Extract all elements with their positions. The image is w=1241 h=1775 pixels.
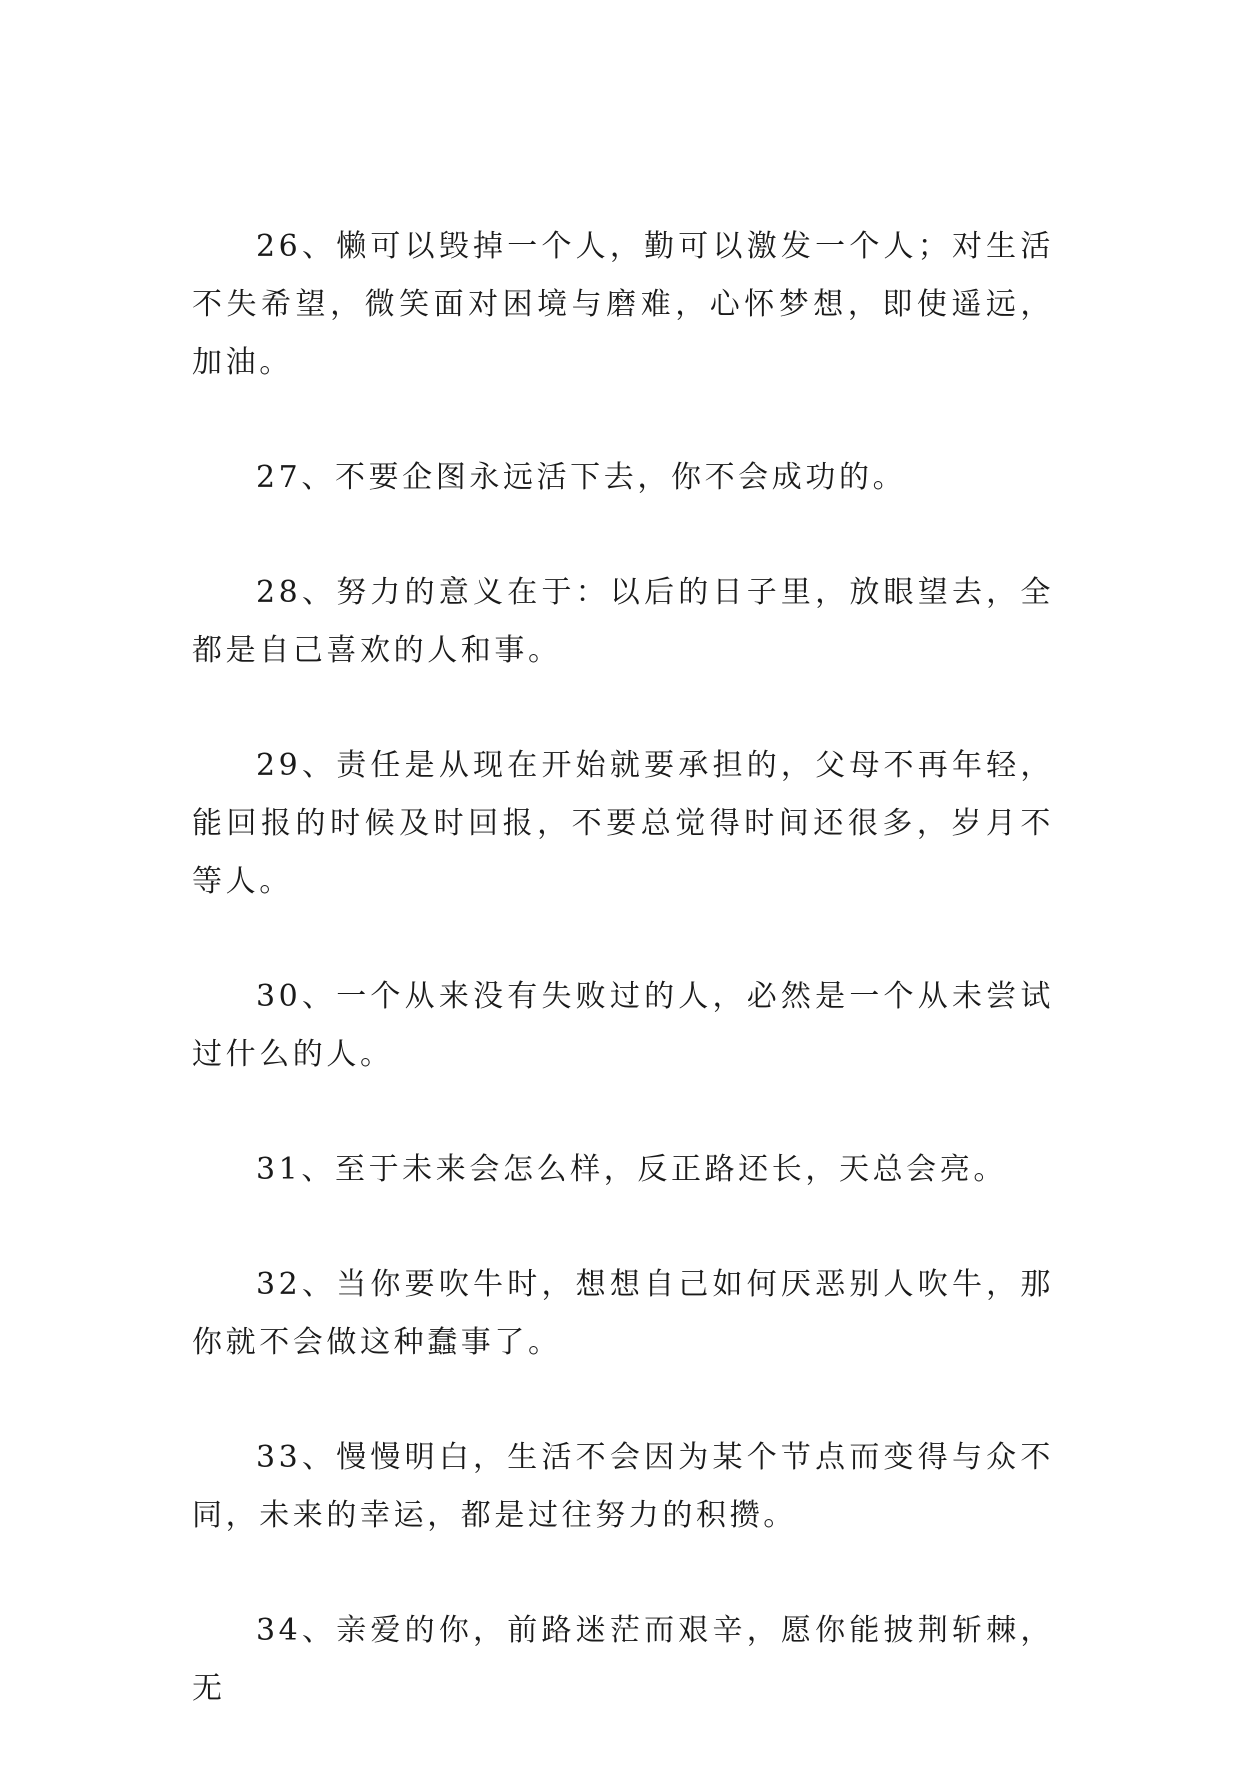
paragraph-34: 34、亲爱的你，前路迷茫而艰辛，愿你能披荆斩棘，无 bbox=[192, 1613, 1054, 1706]
paragraph-32: 32、当你要吹牛时，想想自己如何厌恶别人吹牛，那你就不会做这种蠢事了。 bbox=[192, 1267, 1054, 1360]
paragraph-31: 31、至于未来会怎么样，反正路还长，天总会亮。 bbox=[256, 1152, 1007, 1187]
paragraph-33: 33、慢慢明白，生活不会因为某个节点而变得与众不同，未来的幸运，都是过往努力的积攒。 bbox=[192, 1440, 1054, 1533]
paragraph-29: 29、责任是从现在开始就要承担的，父母不再年轻，能回报的时候及时回报，不要总觉得时间还很多，岁月不等人。 bbox=[192, 748, 1054, 899]
paragraph-26: 26、懒可以毁掉一个人，勤可以激发一个人；对生活不失希望，微笑面对困境与磨难，心怀梦想，即使遥远，加油。 bbox=[192, 229, 1054, 380]
paragraph-28: 28、努力的意义在于：以后的日子里，放眼望去，全都是自己喜欢的人和事。 bbox=[192, 575, 1054, 668]
paragraph-27: 27、不要企图永远活下去，你不会成功的。 bbox=[256, 460, 907, 495]
document-body bbox=[192, 218, 1054, 1775]
paragraph-30: 30、一个从来没有失败过的人，必然是一个从未尝试过什么的人。 bbox=[192, 979, 1054, 1072]
